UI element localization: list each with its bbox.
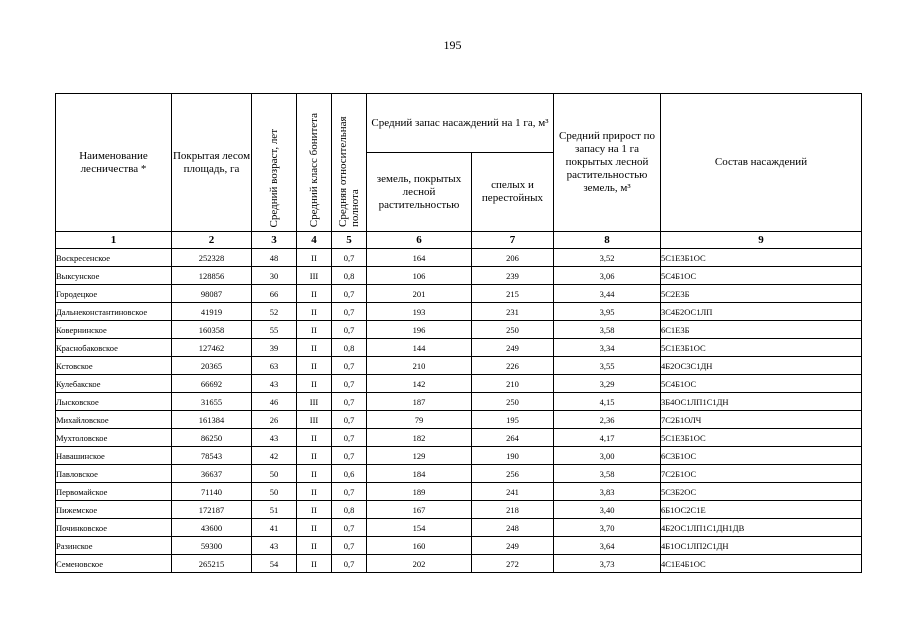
stock-mature-cell: 215 xyxy=(472,285,554,303)
bonitet-cell: II xyxy=(297,375,332,393)
area-cell: 160358 xyxy=(172,321,252,339)
age-cell: 26 xyxy=(252,411,297,429)
header-name: Наименование лесничества * xyxy=(56,94,172,232)
bonitet-cell: II xyxy=(297,447,332,465)
page-number: 195 xyxy=(443,38,462,52)
bonitet-cell: II xyxy=(297,537,332,555)
stock-land-cell: 167 xyxy=(367,501,472,519)
bonitet-cell: II xyxy=(297,357,332,375)
composition-cell: 4Б2ОС1ЛП1С1ДН1ДВ xyxy=(661,519,862,537)
bonitet-cell: III xyxy=(297,411,332,429)
growth-cell: 3,95 xyxy=(554,303,661,321)
age-cell: 48 xyxy=(252,249,297,267)
column-number: 7 xyxy=(472,232,554,249)
growth-cell: 3,55 xyxy=(554,357,661,375)
stock-mature-cell: 206 xyxy=(472,249,554,267)
table-row xyxy=(56,519,862,537)
stock-land-cell: 196 xyxy=(367,321,472,339)
age-cell: 50 xyxy=(252,483,297,501)
area-cell: 71140 xyxy=(172,483,252,501)
age-cell: 52 xyxy=(252,303,297,321)
stock-mature-cell: 231 xyxy=(472,303,554,321)
header-density-cell xyxy=(332,94,367,232)
forestry-name-cell: Краснобаковское xyxy=(56,339,172,357)
growth-cell: 4,17 xyxy=(554,429,661,447)
density-cell: 0,7 xyxy=(332,555,367,573)
header-composition: Состав насаждений xyxy=(661,94,862,232)
forestry-name-cell: Дальнеконстантиновское xyxy=(56,303,172,321)
forestry-name-cell: Михайловское xyxy=(56,411,172,429)
age-cell: 46 xyxy=(252,393,297,411)
density-cell: 0,7 xyxy=(332,447,367,465)
age-cell: 66 xyxy=(252,285,297,303)
forestry-name-cell: Павловское xyxy=(56,465,172,483)
stock-mature-cell: 241 xyxy=(472,483,554,501)
bonitet-cell: III xyxy=(297,267,332,285)
density-cell: 0,6 xyxy=(332,465,367,483)
stock-mature-cell: 190 xyxy=(472,447,554,465)
forestry-name-cell: Городецкое xyxy=(56,285,172,303)
table-row xyxy=(56,339,862,357)
header-age: Средний возраст, лет xyxy=(268,128,280,227)
column-number: 9 xyxy=(661,232,862,249)
stock-mature-cell: 250 xyxy=(472,393,554,411)
composition-cell: 5С4Б1ОС xyxy=(661,267,862,285)
growth-cell: 3,73 xyxy=(554,555,661,573)
stock-land-cell: 106 xyxy=(367,267,472,285)
density-cell: 0,7 xyxy=(332,429,367,447)
growth-cell: 3,44 xyxy=(554,285,661,303)
age-cell: 43 xyxy=(252,537,297,555)
stock-mature-cell: 249 xyxy=(472,537,554,555)
forestry-name-cell: Разинское xyxy=(56,537,172,555)
density-cell: 0,7 xyxy=(332,483,367,501)
stock-land-cell: 184 xyxy=(367,465,472,483)
forestry-name-cell: Воскресенское xyxy=(56,249,172,267)
age-cell: 63 xyxy=(252,357,297,375)
stock-land-cell: 144 xyxy=(367,339,472,357)
composition-cell: 6Б1ОС2С1Е xyxy=(661,501,862,519)
column-number-row xyxy=(56,232,862,249)
forestry-name-cell: Семеновское xyxy=(56,555,172,573)
stock-mature-cell: 210 xyxy=(472,375,554,393)
area-cell: 59300 xyxy=(172,537,252,555)
growth-cell: 3,52 xyxy=(554,249,661,267)
composition-cell: 4Б1ОС1ЛП2С1ДН xyxy=(661,537,862,555)
column-number: 6 xyxy=(367,232,472,249)
growth-cell: 3,83 xyxy=(554,483,661,501)
table-row xyxy=(56,285,862,303)
bonitet-cell: II xyxy=(297,501,332,519)
stock-mature-cell: 239 xyxy=(472,267,554,285)
bonitet-cell: II xyxy=(297,555,332,573)
bonitet-cell: II xyxy=(297,321,332,339)
stock-mature-cell: 195 xyxy=(472,411,554,429)
growth-cell: 3,58 xyxy=(554,465,661,483)
stock-land-cell: 193 xyxy=(367,303,472,321)
table-row xyxy=(56,411,862,429)
bonitet-cell: II xyxy=(297,465,332,483)
table-row xyxy=(56,249,862,267)
density-cell: 0,8 xyxy=(332,339,367,357)
stock-mature-cell: 249 xyxy=(472,339,554,357)
area-cell: 127462 xyxy=(172,339,252,357)
stock-land-cell: 154 xyxy=(367,519,472,537)
stock-land-cell: 182 xyxy=(367,429,472,447)
table-row xyxy=(56,393,862,411)
density-cell: 0,7 xyxy=(332,303,367,321)
stock-land-cell: 189 xyxy=(367,483,472,501)
forestry-name-cell: Кстовское xyxy=(56,357,172,375)
header-density: Средняя относительная полнота xyxy=(337,116,361,227)
header-row-top xyxy=(56,94,862,153)
density-cell: 0,8 xyxy=(332,267,367,285)
table-row xyxy=(56,447,862,465)
stock-land-cell: 79 xyxy=(367,411,472,429)
growth-cell: 3,00 xyxy=(554,447,661,465)
age-cell: 41 xyxy=(252,519,297,537)
bonitet-cell: II xyxy=(297,285,332,303)
forest-stats-table xyxy=(55,93,862,573)
bonitet-cell: II xyxy=(297,249,332,267)
table-row xyxy=(56,357,862,375)
growth-cell: 3,70 xyxy=(554,519,661,537)
composition-cell: 5С1Е3Б1ОС xyxy=(661,429,862,447)
composition-cell: 4С1Е4Б1ОС xyxy=(661,555,862,573)
composition-cell: 7С2Б1ОЛЧ xyxy=(661,411,862,429)
age-cell: 55 xyxy=(252,321,297,339)
bonitet-cell: II xyxy=(297,303,332,321)
table-row xyxy=(56,483,862,501)
stock-land-cell: 201 xyxy=(367,285,472,303)
age-cell: 54 xyxy=(252,555,297,573)
area-cell: 161384 xyxy=(172,411,252,429)
age-cell: 39 xyxy=(252,339,297,357)
column-number: 4 xyxy=(297,232,332,249)
age-cell: 51 xyxy=(252,501,297,519)
area-cell: 252328 xyxy=(172,249,252,267)
density-cell: 0,7 xyxy=(332,375,367,393)
stock-land-cell: 129 xyxy=(367,447,472,465)
bonitet-cell: II xyxy=(297,429,332,447)
header-age-cell xyxy=(252,94,297,232)
stock-mature-cell: 256 xyxy=(472,465,554,483)
header-area: Покрытая лесом площадь, га xyxy=(172,94,252,232)
stock-mature-cell: 250 xyxy=(472,321,554,339)
growth-cell: 3,64 xyxy=(554,537,661,555)
composition-cell: 5С1Е3Б1ОС xyxy=(661,339,862,357)
table-row xyxy=(56,465,862,483)
composition-cell: 3Б4ОС1ЛП1С1ДН xyxy=(661,393,862,411)
table-row xyxy=(56,267,862,285)
stock-land-cell: 164 xyxy=(367,249,472,267)
table-row xyxy=(56,375,862,393)
bonitet-cell: II xyxy=(297,519,332,537)
density-cell: 0,7 xyxy=(332,249,367,267)
forestry-name-cell: Ковернинское xyxy=(56,321,172,339)
column-number: 8 xyxy=(554,232,661,249)
growth-cell: 3,29 xyxy=(554,375,661,393)
density-cell: 0,7 xyxy=(332,321,367,339)
forestry-name-cell: Первомайское xyxy=(56,483,172,501)
area-cell: 98087 xyxy=(172,285,252,303)
header-bonitet: Средний класс бонитета xyxy=(308,112,320,227)
stock-mature-cell: 248 xyxy=(472,519,554,537)
column-number: 1 xyxy=(56,232,172,249)
column-number: 3 xyxy=(252,232,297,249)
stock-mature-cell: 226 xyxy=(472,357,554,375)
composition-cell: 6С3Б1ОС xyxy=(661,447,862,465)
age-cell: 42 xyxy=(252,447,297,465)
stock-land-cell: 210 xyxy=(367,357,472,375)
bonitet-cell: III xyxy=(297,393,332,411)
composition-cell: 5С2Е3Б xyxy=(661,285,862,303)
growth-cell: 3,58 xyxy=(554,321,661,339)
composition-cell: 5С3Б2ОС xyxy=(661,483,862,501)
header-stock-mature: спелых и перестойных xyxy=(472,153,554,232)
bonitet-cell: II xyxy=(297,483,332,501)
composition-cell: 5С4Б1ОС xyxy=(661,375,862,393)
composition-cell: 6С1Е3Б xyxy=(661,321,862,339)
composition-cell: 3С4Б2ОС1ЛП xyxy=(661,303,862,321)
forestry-name-cell: Выксунское xyxy=(56,267,172,285)
area-cell: 86250 xyxy=(172,429,252,447)
growth-cell: 3,40 xyxy=(554,501,661,519)
density-cell: 0,7 xyxy=(332,519,367,537)
composition-cell: 7С2Б1ОС xyxy=(661,465,862,483)
growth-cell: 3,34 xyxy=(554,339,661,357)
header-stock-land: земель, покрытых лесной растительностью xyxy=(367,153,472,232)
density-cell: 0,8 xyxy=(332,501,367,519)
density-cell: 0,7 xyxy=(332,285,367,303)
area-cell: 31655 xyxy=(172,393,252,411)
forestry-name-cell: Пижемское xyxy=(56,501,172,519)
forestry-name-cell: Кулебакское xyxy=(56,375,172,393)
table-row xyxy=(56,321,862,339)
forestry-name-cell: Навашинское xyxy=(56,447,172,465)
density-cell: 0,7 xyxy=(332,393,367,411)
stock-land-cell: 160 xyxy=(367,537,472,555)
growth-cell: 2,36 xyxy=(554,411,661,429)
area-cell: 78543 xyxy=(172,447,252,465)
column-number: 2 xyxy=(172,232,252,249)
density-cell: 0,7 xyxy=(332,357,367,375)
age-cell: 43 xyxy=(252,429,297,447)
composition-cell: 4Б2ОС3С1ДН xyxy=(661,357,862,375)
area-cell: 41919 xyxy=(172,303,252,321)
area-cell: 265215 xyxy=(172,555,252,573)
forestry-name-cell: Мухтоловское xyxy=(56,429,172,447)
bonitet-cell: II xyxy=(297,339,332,357)
area-cell: 43600 xyxy=(172,519,252,537)
header-growth: Средний прирост по запасу на 1 га покрытых лесной растительностью земель, м³ xyxy=(554,94,661,232)
area-cell: 172187 xyxy=(172,501,252,519)
table-row xyxy=(56,537,862,555)
table-row xyxy=(56,303,862,321)
stock-land-cell: 187 xyxy=(367,393,472,411)
stock-land-cell: 202 xyxy=(367,555,472,573)
age-cell: 43 xyxy=(252,375,297,393)
column-number: 5 xyxy=(332,232,367,249)
table-row xyxy=(56,429,862,447)
stock-mature-cell: 272 xyxy=(472,555,554,573)
age-cell: 50 xyxy=(252,465,297,483)
composition-cell: 5С1Е3Б1ОС xyxy=(661,249,862,267)
stock-mature-cell: 264 xyxy=(472,429,554,447)
header-bonitet-cell xyxy=(297,94,332,232)
growth-cell: 4,15 xyxy=(554,393,661,411)
table-row xyxy=(56,501,862,519)
forestry-name-cell: Лысковское xyxy=(56,393,172,411)
age-cell: 30 xyxy=(252,267,297,285)
density-cell: 0,7 xyxy=(332,537,367,555)
stock-mature-cell: 218 xyxy=(472,501,554,519)
table-body xyxy=(56,249,862,573)
stock-land-cell: 142 xyxy=(367,375,472,393)
area-cell: 20365 xyxy=(172,357,252,375)
area-cell: 36637 xyxy=(172,465,252,483)
density-cell: 0,7 xyxy=(332,411,367,429)
table-row xyxy=(56,555,862,573)
growth-cell: 3,06 xyxy=(554,267,661,285)
header-stock-group: Средний запас насаждений на 1 га, м³ xyxy=(367,94,554,153)
area-cell: 66692 xyxy=(172,375,252,393)
area-cell: 128856 xyxy=(172,267,252,285)
forestry-name-cell: Починковское xyxy=(56,519,172,537)
